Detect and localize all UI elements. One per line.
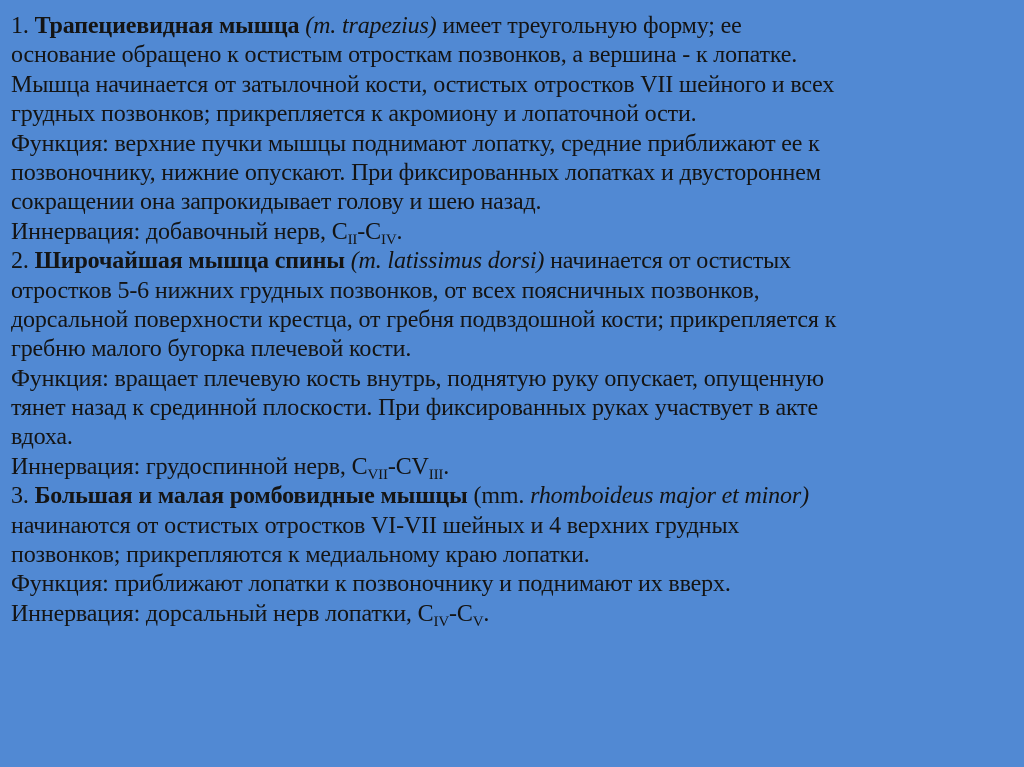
section-number: 3. — [11, 483, 29, 510]
muscle-name: Большая и малая ромбовидные мышцы — [34, 483, 468, 510]
function-line: Функция: вращает плечевую кость внутрь, поднятую руку опускает, опущенную — [11, 365, 824, 392]
segment-dash: - — [449, 600, 457, 627]
segment-letter: C — [331, 218, 348, 245]
latissimus-title-line — [11, 247, 1015, 276]
description-line: отростков 5-6 нижних грудных позвонков, от всех поясничных позвонков, — [11, 277, 760, 304]
segment-subscript: IV — [433, 613, 450, 630]
segment-end: . — [483, 600, 490, 627]
segment-letter: C — [365, 218, 381, 245]
innervation-line — [11, 453, 1015, 482]
rhomboid-title-line — [11, 482, 1015, 511]
function-line: Функция: приближают лопатки к позвоночнику и поднимают их вверх. — [11, 571, 731, 598]
innervation-label: Иннервация: дорсальный нерв лопатки, — [11, 600, 418, 627]
segment-end: . — [396, 218, 403, 245]
innervation-label: Иннервация: добавочный нерв, — [11, 218, 332, 245]
function-line: тянет назад к срединной плоскости. При фиксированных руках участвует в акте — [11, 395, 819, 422]
segment-subscript: V — [472, 613, 484, 630]
section-number: 1. — [11, 13, 29, 39]
description-line: грудных позвонков; прикрепляется к акромиону и лопаточной ости. — [11, 101, 697, 128]
segment-letter: CV — [395, 453, 429, 480]
segment-subscript: IV — [380, 231, 397, 248]
description-line: Мышца начинается от затылочной кости, остистых отростков VII шейного и всех — [11, 71, 835, 98]
description-text: имеет треугольную форму; ее — [442, 13, 742, 39]
innervation-label: Иннервация: грудоспинной нерв, — [11, 453, 352, 480]
description-text: начинается от остистых — [550, 248, 791, 275]
muscle-name: Трапециевидная мышца — [34, 13, 300, 39]
function-line: сокращении она запрокидывает голову и шею назад. — [11, 189, 542, 216]
segment-dash: - — [387, 453, 396, 480]
description-line: гребню малого бугорка плечевой кости. — [11, 336, 412, 363]
segment-letter: C — [351, 453, 368, 480]
description-line: начинаются от остистых отростков VI-VII шейных и 4 верхних грудных — [11, 512, 740, 539]
function-line: вдоха. — [11, 424, 73, 451]
description-line: основание обращено к остистым отросткам позвонков, а вершина - к лопатке. — [11, 42, 798, 69]
muscle-name: Широчайшая мышца спины — [34, 248, 345, 275]
latin-name: (m. trapezius) — [305, 13, 437, 39]
segment-letter: C — [456, 600, 473, 627]
segment-subscript: II — [347, 231, 358, 248]
description-line: дорсальной поверхности крестца, от гребня подвздошной кости; прикрепляется к — [11, 306, 837, 333]
trapezius-title-line — [11, 12, 1015, 41]
latin-prefix: (mm. — [473, 483, 531, 510]
latin-name: (m. latissimus dorsi) — [350, 248, 545, 275]
innervation-line — [11, 600, 1015, 629]
function-line: Функция: верхние пучки мышцы поднимают лопатку, средние приближают ее к — [11, 130, 820, 157]
segment-subscript: VII — [367, 466, 388, 483]
segment-dash: - — [357, 218, 366, 245]
function-line: позвоночнику, нижние опускают. При фиксированных лопатках и двустороннем — [11, 159, 821, 186]
latin-name: rhomboideus major et minor) — [530, 483, 809, 510]
segment-subscript: III — [428, 466, 444, 483]
segment-letter: C — [417, 600, 434, 627]
segment-end: . — [443, 453, 450, 480]
slide-text-body — [11, 12, 1015, 629]
description-line: позвонков; прикрепляются к медиальному краю лопатки. — [11, 542, 590, 569]
section-number: 2. — [11, 248, 29, 275]
innervation-line — [11, 218, 1015, 247]
